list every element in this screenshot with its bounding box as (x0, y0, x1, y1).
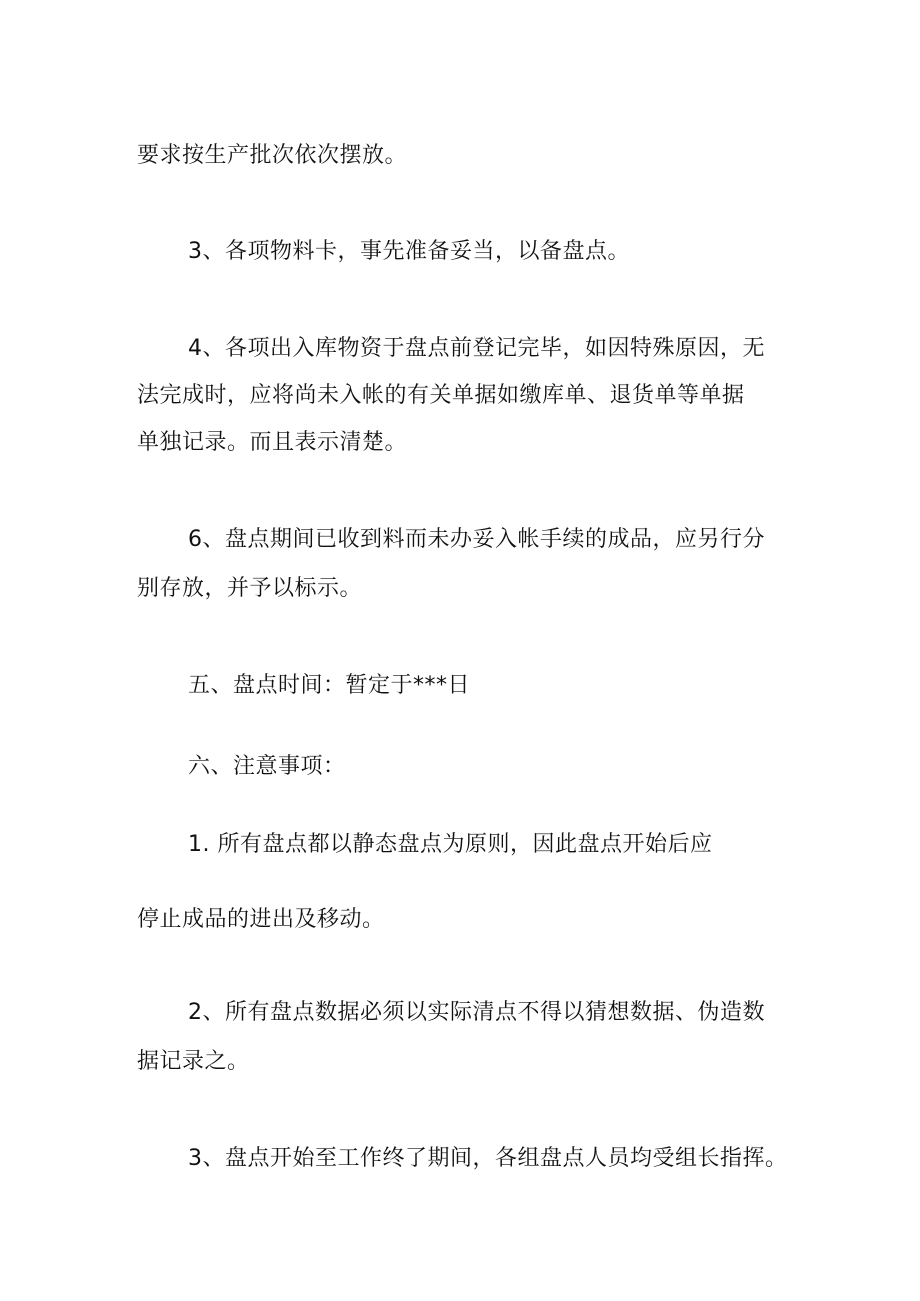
section-heading-5: 五、盘点时间：暂定于***日 (188, 673, 471, 698)
paragraph-line-6: 6、盘点期间已收到料而未办妥入帐手续的成品，应另行分 (188, 527, 765, 552)
paragraph-line-8: 1. 所有盘点都以静态盘点为原则，因此盘点开始后应 (188, 832, 713, 857)
paragraph-line-1: 要求按生产批次依次摆放。 (137, 143, 408, 168)
paragraph-line-7: 别存放，并予以标示。 (137, 576, 363, 601)
section-heading-6: 六、注意事项： (188, 754, 346, 779)
paragraph-line-10: 2、所有盘点数据必须以实际清点不得以猜想数据、伪造数 (188, 1000, 765, 1025)
paragraph-line-11: 据记录之。 (137, 1049, 250, 1074)
paragraph-line-12: 3、盘点开始至工作终了期间，各组盘点人员均受组长指挥。 (188, 1146, 788, 1171)
paragraph-line-4: 法完成时，应将尚未入帐的有关单据如缴库单、退货单等单据 (137, 383, 745, 408)
paragraph-line-3: 4、各项出入库物资于盘点前登记完毕，如因特殊原因，无 (188, 336, 765, 361)
paragraph-line-5: 单独记录。而且表示清楚。 (137, 430, 408, 455)
paragraph-line-9: 停止成品的进出及移动。 (137, 907, 385, 932)
paragraph-line-2: 3、各项物料卡，事先准备妥当，以备盘点。 (188, 239, 630, 264)
